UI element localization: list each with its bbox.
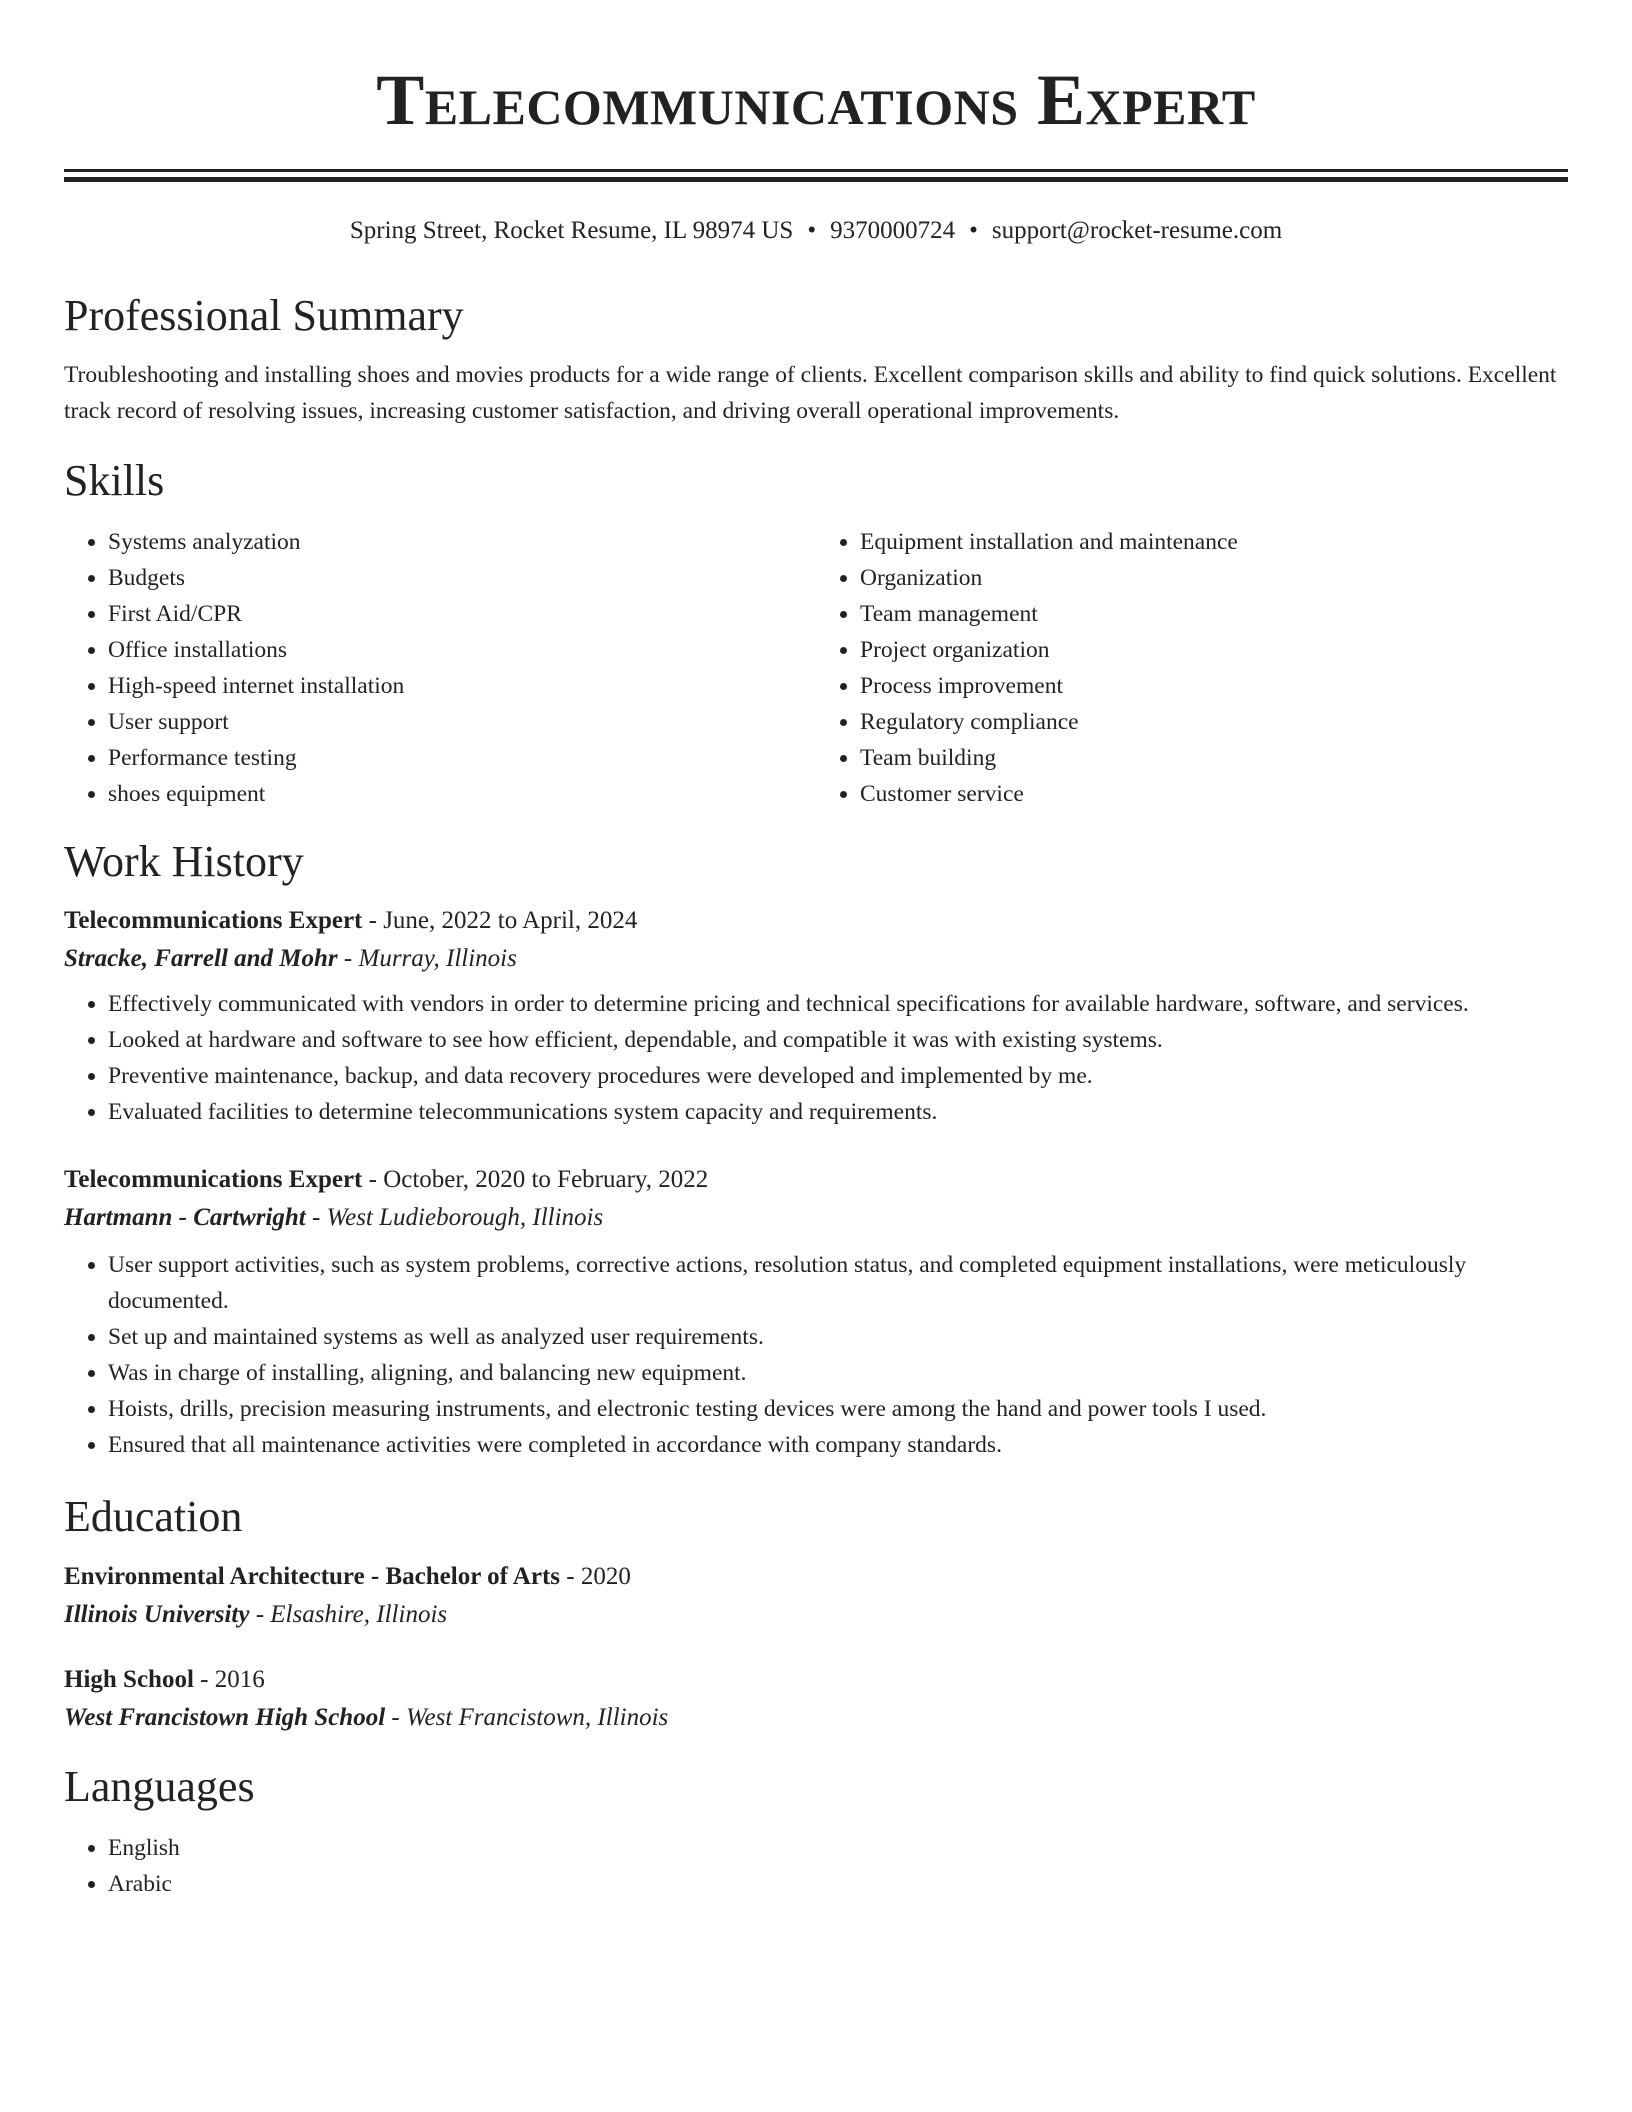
school-line	[64, 1703, 1568, 1733]
job-bullet: • Set up and maintained systems as well as analyzed user requirements.	[108, 1319, 1568, 1355]
skill-item: • Regulatory compliance	[860, 704, 1568, 740]
work-history-section	[64, 836, 1568, 1464]
job-bullet: • Looked at hardware and software to see how efficient, dependable, and compatible it was with existing systems.	[108, 1022, 1568, 1058]
job-title-line	[64, 906, 1568, 936]
skill-item: • First Aid/CPR	[108, 596, 816, 632]
job-bullet: • Evaluated facilities to determine telecommunications system capacity and requirements.	[108, 1094, 1568, 1130]
skill-item: • shoes equipment	[108, 776, 816, 812]
education-entry	[64, 1562, 1568, 1630]
resume-title: Telecommunications Expert	[376, 60, 1256, 140]
skill-item: • Office installations	[108, 632, 816, 668]
languages-section	[64, 1761, 1568, 1902]
contact-phone: 9370000724	[830, 217, 956, 244]
job-title: Telecommunications Expert	[64, 1166, 363, 1194]
job-dates: - October, 2020 to February, 2022	[362, 1166, 709, 1194]
job-entry	[64, 1165, 1568, 1463]
degree-year: - 2020	[560, 1563, 631, 1591]
job-bullet: • Ensured that all maintenance activities were completed in accordance with company standards.	[108, 1427, 1568, 1463]
school-location: - Elsashire, Illinois	[249, 1601, 448, 1629]
summary-heading: Professional Summary	[64, 291, 464, 340]
summary-text: Troubleshooting and installing shoes and movies products for a wide range of clients. Excellent comparison skills and ability to find quick solutions. Excellent track record of resolving issues, increasing customer satisfaction, and driving overall operational improvements.	[64, 361, 1557, 424]
skill-item: • Performance testing	[108, 740, 816, 776]
skill-item: • Equipment installation and maintenance	[860, 524, 1568, 560]
school-line	[64, 1600, 1568, 1630]
company-location: - Murray, Illinois	[337, 945, 517, 973]
work-history-heading: Work History	[64, 836, 304, 886]
language-item: • Arabic	[108, 1866, 1568, 1902]
languages-heading: Languages	[64, 1762, 255, 1812]
degree-year: - 2016	[193, 1666, 265, 1694]
contact-line	[64, 216, 1568, 246]
languages-list	[64, 1830, 1568, 1902]
education-heading: Education	[64, 1492, 243, 1542]
contact-address: Spring Street, Rocket Resume, IL 98974 US	[349, 217, 794, 244]
job-bullet: • Hoists, drills, precision measuring instruments, and electronic testing devices were among the hand and power tools I used.	[108, 1391, 1568, 1427]
degree-name: Environmental Architecture - Bachelor of Arts	[64, 1563, 561, 1591]
skills-left-list	[64, 524, 816, 812]
contact-separator: •	[807, 217, 817, 244]
job-bullet: • User support activities, such as system problems, corrective actions, resolution status, and completed equipment installations, were meticulously documented.	[108, 1247, 1568, 1319]
company-line	[64, 944, 1568, 974]
job-bullets	[64, 1247, 1568, 1463]
job-bullet: • Was in charge of installing, aligning, and balancing new equipment.	[108, 1355, 1568, 1391]
degree-name: High School	[64, 1666, 194, 1694]
school-name: West Francistown High School	[64, 1704, 386, 1732]
education-section	[64, 1491, 1568, 1733]
company-line	[64, 1203, 1568, 1233]
education-entry	[64, 1665, 1568, 1733]
job-entry	[64, 906, 1568, 1130]
skills-heading: Skills	[64, 455, 165, 505]
skills-right-list	[816, 524, 1568, 812]
skill-item: • Team management	[860, 596, 1568, 632]
skill-item: • Systems analyzation	[108, 524, 816, 560]
skill-item: • Organization	[860, 560, 1568, 596]
school-name: Illinois University	[64, 1601, 250, 1629]
job-bullet: • Preventive maintenance, backup, and data recovery procedures were developed and implemented by me.	[108, 1058, 1568, 1094]
school-location: - West Francistown, Illinois	[385, 1704, 669, 1732]
contact-separator: •	[969, 217, 978, 244]
skills-section	[64, 455, 1568, 812]
skill-item: • Team building	[860, 740, 1568, 776]
summary-section	[64, 290, 1568, 429]
skill-item: • High-speed internet installation	[108, 668, 816, 704]
title-double-rule	[64, 169, 1568, 182]
degree-line	[64, 1562, 1568, 1592]
skill-item: • Process improvement	[860, 668, 1568, 704]
job-bullet: • Effectively communicated with vendors in order to determine pricing and technical specifications for available hardware, software, and services.	[108, 986, 1568, 1022]
skills-columns	[64, 524, 1568, 812]
company-location: - West Ludieborough, Illinois	[305, 1204, 604, 1232]
degree-line	[64, 1665, 1568, 1695]
contact-email: support@rocket-resume.com	[991, 217, 1283, 244]
job-title: Telecommunications Expert	[64, 907, 363, 935]
job-dates: - June, 2022 to April, 2024	[362, 907, 638, 935]
language-item: • English	[108, 1830, 1568, 1866]
skill-item: • Customer service	[860, 776, 1568, 812]
job-title-line	[64, 1165, 1568, 1195]
skill-item: • User support	[108, 704, 816, 740]
skill-item: • Project organization	[860, 632, 1568, 668]
company-name: Hartmann - Cartwright	[64, 1204, 306, 1232]
job-bullets	[64, 986, 1568, 1130]
company-name: Stracke, Farrell and Mohr	[64, 945, 338, 973]
skill-item: • Budgets	[108, 560, 816, 596]
